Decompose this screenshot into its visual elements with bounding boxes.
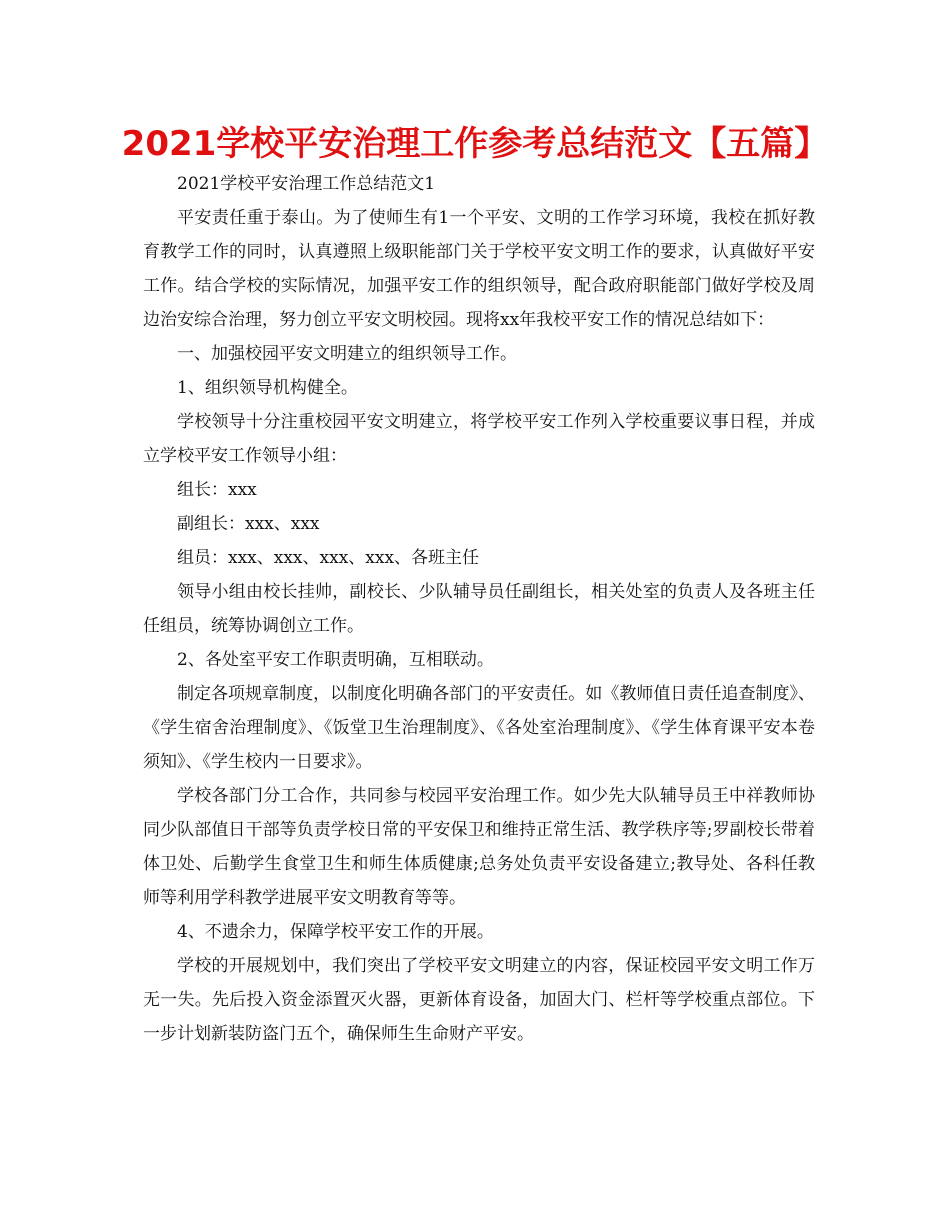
paragraph: 副组长：xxx、xxx [177, 514, 320, 534]
paragraph: 学校各部门分工合作，共同参与校园平安治理工作。如少先大队辅导员王中祥教师协同少队部值日干部等负责学校日常的平安保卫和维持正常生活、教学秩序等;罗副校长带着体卫处、后勤学生食堂卫生和师生体质健康;总务处负责平安设备建立;教导处、各科任教师等利用学科教学进展平安文明教育等等。 [143, 786, 815, 908]
paragraph: 2、各处室平安工作职责明确，互相联动。 [177, 650, 494, 670]
section-heading: 2021学校平安治理工作总结范文1 [177, 174, 436, 194]
paragraph: 学校领导十分注重校园平安文明建立，将学校平安工作列入学校重要议事日程，并成立学校平安工作领导小组： [143, 412, 815, 466]
paragraph: 平安责任重于泰山。为了使师生有1一个平安、文明的工作学习环境，我校在抓好教育教学工作的同时，认真遵照上级职能部门关于学校平安文明工作的要求，认真做好平安工作。结合学校的实际情况，加强平安工作的组织领导，配合政府职能部门做好学校及周边治安综合治理，努力创立平安文明校园。现将xx年我校平安工作的情况总结如下： [143, 208, 815, 330]
paragraph: 1、组织领导机构健全。 [177, 378, 358, 398]
paragraph: 组长：xxx [177, 480, 257, 500]
document-body [143, 167, 815, 1051]
paragraph: 组员：xxx、xxx、xxx、xxx、各班主任 [177, 548, 480, 568]
document-title: 2021学校平安治理工作参考总结范文【五篇】 [121, 124, 829, 164]
paragraph: 一、加强校园平安文明建立的组织领导工作。 [177, 344, 517, 364]
paragraph: 制定各项规章制度，以制度化明确各部门的平安责任。如《教师值日责任追查制度》、《学生宿舍治理制度》、《饭堂卫生治理制度》、《各处室治理制度》、《学生体育课平安本卷须知》、《学生校内一日要求》。 [143, 684, 815, 772]
paragraph: 领导小组由校长挂帅，副校长、少队辅导员任副组长，相关处室的负责人及各班主任任组员，统筹协调创立工作。 [143, 582, 815, 636]
paragraph: 4、不遗余力，保障学校平安工作的开展。 [177, 922, 494, 942]
paragraph: 学校的开展规划中，我们突出了学校平安文明建立的内容，保证校园平安文明工作万无一失。先后投入资金添置灭火器，更新体育设备，加固大门、栏杆等学校重点部位。下一步计划新装防盗门五个，确保师生生命财产平安。 [143, 956, 815, 1044]
